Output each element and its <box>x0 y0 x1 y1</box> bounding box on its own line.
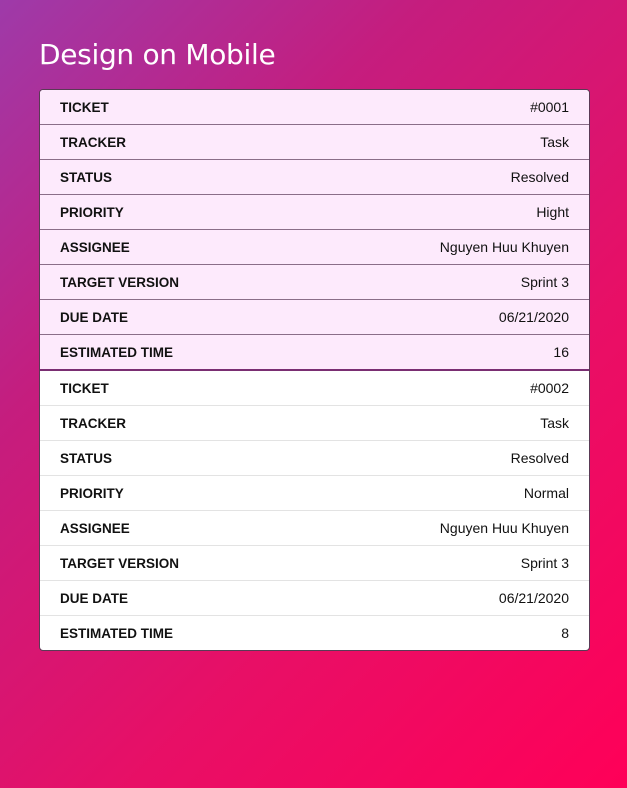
table-row-target-version <box>40 265 589 300</box>
table-row-priority <box>40 195 589 230</box>
assignee-value: Nguyen Huu Khuyen <box>439 520 569 536</box>
table-row-ticket <box>40 371 589 406</box>
status-label: STATUS <box>60 450 112 466</box>
status-value: Resolved <box>510 169 569 185</box>
ticket-card[interactable] <box>40 371 589 650</box>
table-row-tracker <box>40 406 589 441</box>
table-row-assignee <box>40 230 589 265</box>
due-date-value: 06/21/2020 <box>498 590 569 606</box>
status-label: STATUS <box>60 169 112 185</box>
estimated-time-value: 8 <box>561 625 569 641</box>
table-row-due-date <box>40 581 589 616</box>
status-value: Resolved <box>510 450 569 466</box>
table-row-status <box>40 160 589 195</box>
table-row-assignee <box>40 511 589 546</box>
target-version-value: Sprint 3 <box>520 555 569 571</box>
assignee-label: ASSIGNEE <box>60 239 130 255</box>
due-date-value: 06/21/2020 <box>498 309 569 325</box>
table-row-status <box>40 441 589 476</box>
estimated-time-value: 16 <box>553 344 569 360</box>
table-row-ticket <box>40 90 589 125</box>
table-row-target-version <box>40 546 589 581</box>
table-row-priority <box>40 476 589 511</box>
ticket-label: TICKET <box>60 99 109 115</box>
ticket-value: #0001 <box>530 99 569 115</box>
estimated-time-label: ESTIMATED TIME <box>60 344 173 360</box>
table-row-estimated-time <box>40 616 589 650</box>
ticket-label: TICKET <box>60 380 109 396</box>
tracker-value: Task <box>540 415 569 431</box>
table-row-tracker <box>40 125 589 160</box>
table-row-estimated-time <box>40 335 589 369</box>
priority-label: PRIORITY <box>60 204 124 220</box>
assignee-label: ASSIGNEE <box>60 520 130 536</box>
ticket-value: #0002 <box>530 380 569 396</box>
target-version-label: TARGET VERSION <box>60 555 180 571</box>
assignee-value: Nguyen Huu Khuyen <box>439 239 569 255</box>
table-row-due-date <box>40 300 589 335</box>
tickets-table <box>39 89 590 651</box>
tracker-value: Task <box>540 134 569 150</box>
ticket-card[interactable] <box>40 90 589 371</box>
priority-value: Hight <box>536 204 569 220</box>
target-version-label: TARGET VERSION <box>60 274 180 290</box>
priority-label: PRIORITY <box>60 485 124 501</box>
priority-value: Normal <box>523 485 569 501</box>
estimated-time-label: ESTIMATED TIME <box>60 625 173 641</box>
due-date-label: DUE DATE <box>60 309 129 325</box>
tracker-label: TRACKER <box>60 134 126 150</box>
page-title: Design on Mobile <box>39 38 276 71</box>
tracker-label: TRACKER <box>60 415 126 431</box>
due-date-label: DUE DATE <box>60 590 129 606</box>
target-version-value: Sprint 3 <box>520 274 569 290</box>
